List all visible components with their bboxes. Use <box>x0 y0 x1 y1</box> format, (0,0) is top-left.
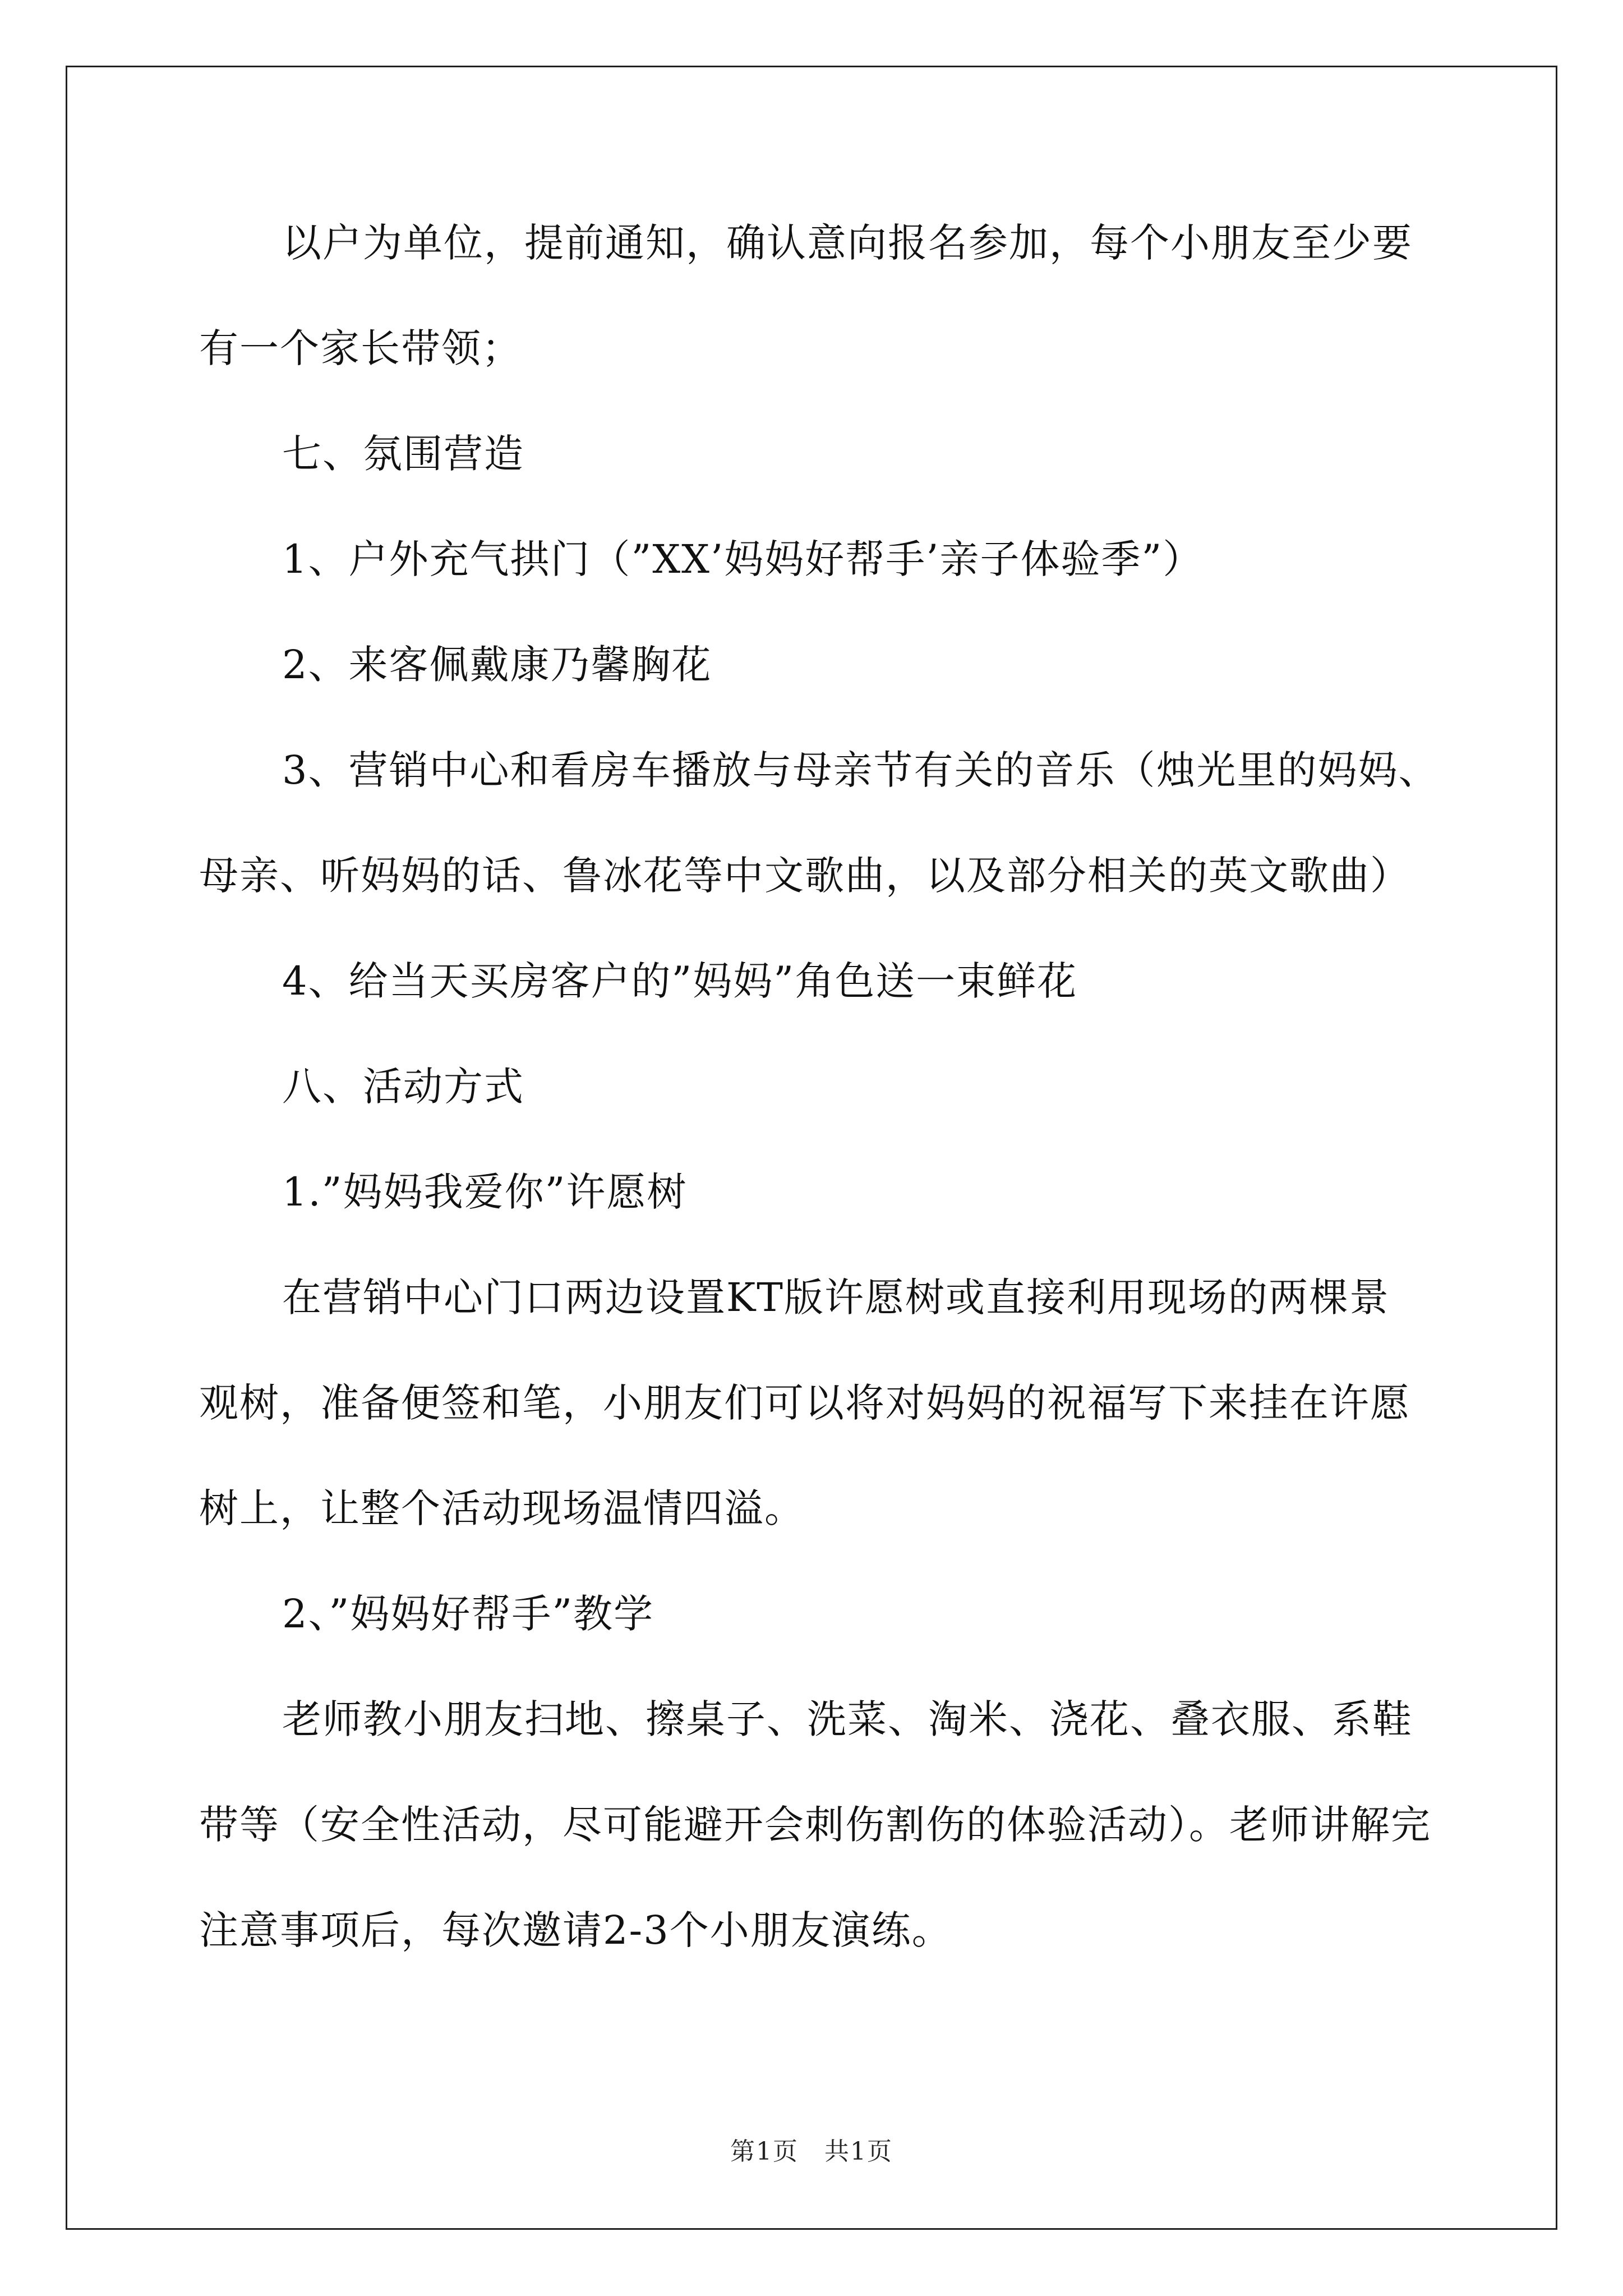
list-item: 2、来客佩戴康乃馨胸花 <box>282 642 712 688</box>
subsection-heading: 2、”妈妈好帮手”教学 <box>282 1591 654 1637</box>
paragraph-line: 树上，让整个活动现场温情四溢。 <box>199 1485 805 1531</box>
list-item: 4、给当天买房客户的”妈妈”角色送一束鲜花 <box>282 958 1078 1004</box>
paragraph-line: 观树，准备便签和笔，小朋友们可以将对妈妈的祝福写下来挂在许愿 <box>199 1380 1410 1426</box>
subsection-heading: 1.”妈妈我爱你”许愿树 <box>282 1169 688 1215</box>
paragraph-line: 有一个家长带领； <box>199 325 522 371</box>
paragraph-line: 母亲、听妈妈的话、鲁冰花等中文歌曲，以及部分相关的英文歌曲） <box>199 853 1410 899</box>
paragraph-line: 老师教小朋友扫地、擦桌子、洗菜、淘米、浇花、叠衣服、系鞋 <box>282 1696 1413 1742</box>
section-heading: 七、氛围营造 <box>282 431 524 477</box>
paragraph-line: 以户为单位，提前通知，确认意向报名参加，每个小朋友至少要 <box>282 220 1413 266</box>
paragraph-line: 注意事项后，每次邀请2-3个小朋友演练。 <box>199 1907 952 1953</box>
list-item: 3、营销中心和看房车播放与母亲节有关的音乐（烛光里的妈妈、 <box>282 747 1439 793</box>
list-item: 1、户外充气拱门（”XX’妈妈好帮手’亲子体验季”） <box>282 536 1204 582</box>
paragraph-line: 带等（安全性活动，尽可能避开会刺伤割伤的体验活动）。老师讲解完 <box>199 1802 1431 1848</box>
section-heading: 八、活动方式 <box>282 1064 524 1110</box>
page-number-footer: 第1页 共1页 <box>730 2137 893 2166</box>
paragraph-line: 在营销中心门口两边设置KT版许愿树或直接利用现场的两棵景 <box>282 1274 1390 1320</box>
